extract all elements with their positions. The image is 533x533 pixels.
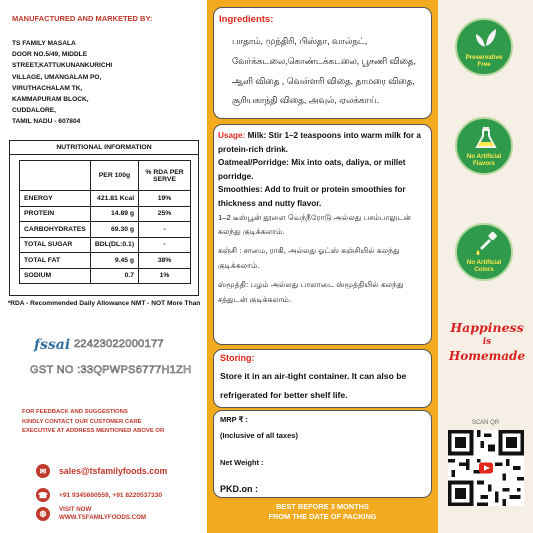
feedback-line: FOR FEEDBACK AND SUGGESTIONS bbox=[22, 409, 128, 415]
ingredients-title: Ingredients: bbox=[219, 14, 274, 25]
address-line: KAMMAPURAM BLOCK, bbox=[12, 96, 89, 104]
slogan-line: Homemade bbox=[448, 349, 526, 363]
usage-label: Usage: bbox=[218, 131, 246, 140]
storing-title: Storing: bbox=[220, 353, 255, 363]
ingredients-text: பாதாம், முந்திரி, பிஸ்தா, வால்நட், வேர்க்கடலை,கொண்டக்கடலை, பூசணி விதை, ஆளி விதை , வெள்ளரி விதை, தாமரை விதை, சூரியகாந்தி விதை, அவுல், ஏலக்காய். bbox=[232, 36, 416, 106]
nutrient-rda: 38% bbox=[139, 253, 191, 269]
nutrient-name: TOTAL FAT bbox=[20, 253, 91, 269]
rda-footnote: *RDA - Recommended Daily Allowance NMT - NOT More Than bbox=[7, 300, 201, 307]
no-artificial-flavors-badge bbox=[455, 117, 513, 175]
nutrient-name: TOTAL SUGAR bbox=[20, 237, 91, 253]
website-contact[interactable] bbox=[36, 506, 146, 522]
price-box bbox=[213, 410, 432, 498]
fssai-number: 22423022000177 bbox=[74, 338, 164, 350]
usage-tamil-milk: 1–2 டீஸ்பூன் தூளை வெந்நீரோடு அல்லது பசம்பாலுடன் கலந்து குடிக்கலாம். bbox=[218, 212, 412, 236]
nutrient-value: 14.89 g bbox=[90, 206, 138, 222]
feedback-line: EXECUTIVE AT ADDRESS MENTIONED ABOVE OR bbox=[22, 428, 165, 434]
visit-label: VISIT NOW bbox=[59, 506, 92, 513]
mrp-label: MRP ₹ : bbox=[220, 415, 248, 424]
badge-line: Flavors bbox=[472, 160, 495, 167]
phone-icon: ☎ bbox=[36, 488, 50, 502]
best-before-line: BEST BEFORE 3 MONTHS bbox=[276, 502, 369, 511]
globe-icon: ◍ bbox=[36, 507, 50, 521]
phone-contact[interactable] bbox=[36, 488, 162, 502]
nutrient-rda: 19% bbox=[139, 191, 191, 207]
phone-numbers[interactable]: +91 9345660559, +91 8220537330 bbox=[59, 491, 163, 499]
mail-icon: ✉ bbox=[36, 464, 50, 478]
table-row bbox=[20, 206, 191, 222]
storing-text: Store it in an air-tight container. It can also be refrigerated for better shelf life. bbox=[220, 371, 407, 400]
table-row bbox=[20, 237, 191, 253]
preservative-free-badge bbox=[455, 18, 513, 76]
nutrient-value: 9.45 g bbox=[90, 253, 138, 269]
slogan-line: is bbox=[482, 337, 492, 347]
address-line: VIRUTHACHALAM TK, bbox=[12, 84, 83, 92]
table-header-cell: PER 100g bbox=[90, 161, 138, 191]
address-line: TS FAMILY MASALA bbox=[12, 40, 76, 47]
table-row bbox=[20, 253, 191, 269]
scan-qr-label: SCAN QR bbox=[471, 420, 500, 426]
table-header-cell bbox=[20, 161, 91, 191]
nutrition-title: NUTRITIONAL INFORMATION bbox=[10, 141, 198, 155]
best-before-note bbox=[207, 502, 438, 522]
table-row bbox=[20, 268, 191, 284]
badge-line: Colors bbox=[474, 266, 494, 273]
nutrient-name: ENERGY bbox=[20, 191, 91, 207]
packed-on-label: PKD.on : bbox=[220, 484, 258, 494]
nutrient-value: 0.7 bbox=[90, 268, 138, 284]
website-link[interactable]: WWW.TSFAMILYFOODS.COM bbox=[59, 514, 147, 521]
nutrient-name: CARBOHYDRATES bbox=[20, 222, 91, 238]
email-link[interactable]: sales@tsfamilyfoods.com bbox=[59, 466, 168, 476]
nutrition-table bbox=[19, 160, 191, 284]
slogan-line: Happiness bbox=[450, 320, 524, 335]
usage-oatmeal: Oatmeal/Porridge: Mix into oats, daliya, or millet porridge. bbox=[218, 158, 406, 181]
badge-line: No Artificial bbox=[466, 259, 502, 266]
address-line: TAMIL NADU - 607804 bbox=[12, 118, 81, 126]
table-header-cell: % RDA PER SERVE bbox=[139, 161, 191, 191]
flask-icon bbox=[472, 125, 500, 151]
nutrient-rda: - bbox=[139, 222, 191, 238]
table-row bbox=[20, 222, 191, 238]
nutrition-panel bbox=[9, 140, 199, 296]
nutrient-name: PROTEIN bbox=[20, 206, 91, 222]
feedback-line: KINDLY CONTACT OUR CUSTOMER CARE bbox=[22, 418, 142, 425]
manufacturer-address bbox=[12, 38, 200, 128]
net-weight-label: Net Weight : bbox=[220, 458, 264, 467]
nutrient-rda: 1% bbox=[139, 268, 191, 284]
usage-tamil-porridge: கஞ்சி : சாமை, ராகி, அல்லது ஓட்ஸ் கஞ்சியில் கலந்து குடிக்கலாம். bbox=[218, 246, 400, 270]
nutrient-value: 69.30 g bbox=[90, 222, 138, 238]
badge-line: Preservative bbox=[465, 54, 503, 61]
qr-code[interactable] bbox=[448, 430, 524, 506]
right-panel bbox=[438, 0, 533, 533]
badge-line: Free bbox=[477, 61, 491, 68]
nutrient-rda: 25% bbox=[139, 206, 191, 222]
storing-box bbox=[213, 349, 432, 408]
usage-milk: Milk: Stir 1–2 teaspoons into warm milk for a protein-rich drink. bbox=[218, 131, 421, 154]
manufacturer-title: MANUFACTURED AND MARKETED BY: bbox=[12, 14, 153, 23]
address-line: DOOR NO.5/49, MIDDLE bbox=[12, 51, 88, 59]
nutrient-name: SODIUM bbox=[20, 268, 91, 284]
gst-number: GST NO :33QPWPS6777H1ZH bbox=[30, 364, 192, 376]
dropper-icon bbox=[472, 231, 500, 257]
best-before-line: FROM THE DATE OF PACKING bbox=[268, 511, 377, 521]
tax-note: (Inclusive of all taxes) bbox=[220, 431, 298, 440]
nutrient-value: 421.81 Kcal bbox=[90, 191, 138, 207]
feedback-notice bbox=[22, 408, 202, 437]
usage-box bbox=[213, 124, 432, 345]
address-line: VILLAGE, UMANGALAM PO, bbox=[12, 73, 102, 81]
no-artificial-colors-badge bbox=[455, 223, 513, 281]
address-line: STREET,KATTUKUNANKURICHI bbox=[12, 62, 113, 70]
table-header-row bbox=[20, 161, 191, 191]
middle-panel bbox=[207, 0, 438, 533]
table-row bbox=[20, 191, 191, 207]
left-panel bbox=[0, 0, 207, 533]
usage-smoothies: Smoothies: Add to fruit or protein smoothies for thickness and nutty flavor. bbox=[218, 185, 406, 208]
happiness-slogan bbox=[442, 320, 532, 363]
nutrient-rda: - bbox=[139, 237, 191, 253]
usage-tamil-smoothie: ஸ்மூத்தி: பழம் அல்லது பாலாடை ஸ்மூத்தியில் கலந்து சத்துடன் குடிக்கலாம். bbox=[218, 280, 404, 304]
ingredients-box bbox=[213, 7, 432, 119]
badge-line: No Artificial bbox=[466, 153, 502, 160]
nutrient-value: BDL(DL:0.1) bbox=[90, 237, 138, 253]
address-line: CUDDALORE, bbox=[12, 107, 56, 115]
fssai-logo: fssai bbox=[34, 337, 71, 353]
leaf-icon bbox=[472, 26, 500, 52]
email-contact[interactable] bbox=[36, 464, 167, 478]
